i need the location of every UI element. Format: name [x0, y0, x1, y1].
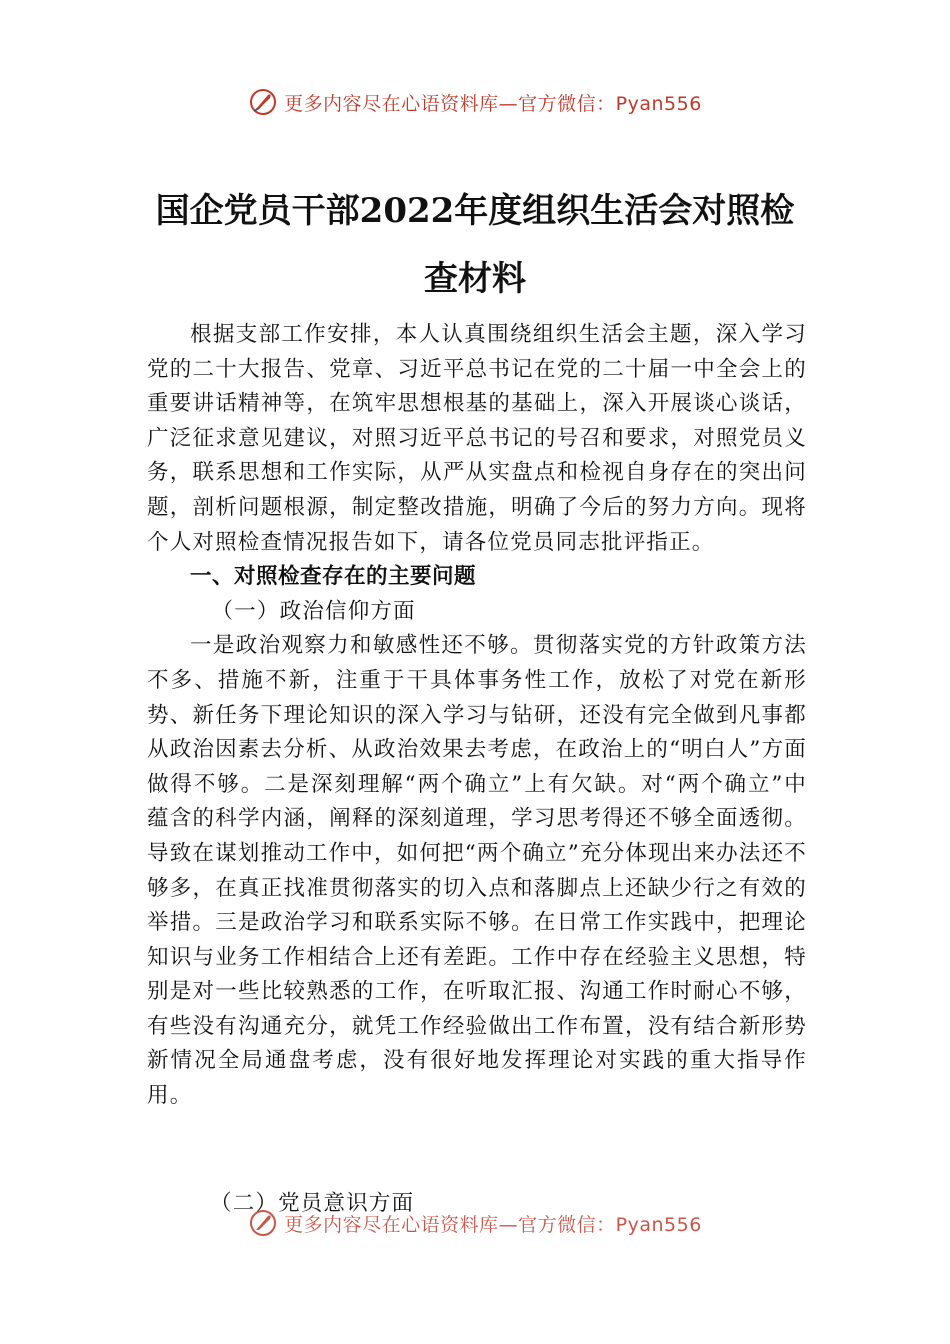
- section-heading-1: 一、对照检查存在的主要问题: [190, 564, 477, 590]
- subsection-body-1: 一是政治观察力和敏感性还不够。贯彻落实党的方针政策方法不多、措施不新，注重于干具体事务性工作，放松了对党在新形势、新任务下理论知识的深入学习与钻研，还没有完全做到凡事都从政治因素去分析、从政治效果去考虑，在政治上的“明白人”方面做得不够。二是深刻理解“两个确立”上有欠缺。对“两个确立”中蕴含的科学内涵，阐释的深刻道理，学习思考得还不够全面透彻。导致在谋划推动工作中，如何把“两个确立”充分体现出来办法还不够多，在真正找准贯彻落实的切入点和落脚点上还缺少行之有效的举措。三是政治学习和联系实际不够。在日常工作实践中，把理论知识与业务工作相结合上还有差距。工作中存在经验主义思想，特别是对一些比较熟悉的工作，在听取汇报、沟通工作时耐心不够，有些没有沟通充分，就凭工作经验做出工作布置，没有结合新形势新情况全局通盘考虑，没有很好地发挥理论对实践的重大指导作用。: [147, 633, 807, 1109]
- watermark-text: 更多内容尽在心语资料库—官方微信：Pyan556: [284, 1213, 702, 1236]
- document-body: [147, 318, 807, 1114]
- watermark-banner-bottom: [0, 1203, 950, 1243]
- watermark-text: 更多内容尽在心语资料库—官方微信：Pyan556: [284, 92, 702, 115]
- subsection-heading-1: （一）政治信仰方面: [211, 598, 416, 624]
- document-title-line-1: 国企党员干部2022年度组织生活会对照检: [155, 191, 795, 231]
- document-title-line-2: 查材料: [424, 259, 526, 299]
- intro-paragraph: 根据支部工作安排，本人认真围绕组织生活会主题，深入学习党的二十大报告、党章、习近平总书记在党的二十届一中全会上的重要讲话精神等，在筑牢思想根基的基础上，深入开展谈心谈话，广泛征求意见建议，对照习近平总书记的号召和要求，对照党员义务，联系思想和工作实际，从严从实盘点和检视自身存在的突出问题，剖析问题根源，制定整改措施，明确了今后的努力方向。现将个人对照检查情况报告如下，请各位党员同志批评指正。: [147, 322, 807, 555]
- feather-pen-icon: [248, 87, 278, 117]
- watermark-banner-top: [0, 82, 950, 122]
- subsection-heading-2: （二）党员意识方面: [210, 1191, 415, 1216]
- feather-pen-icon: [248, 1208, 278, 1238]
